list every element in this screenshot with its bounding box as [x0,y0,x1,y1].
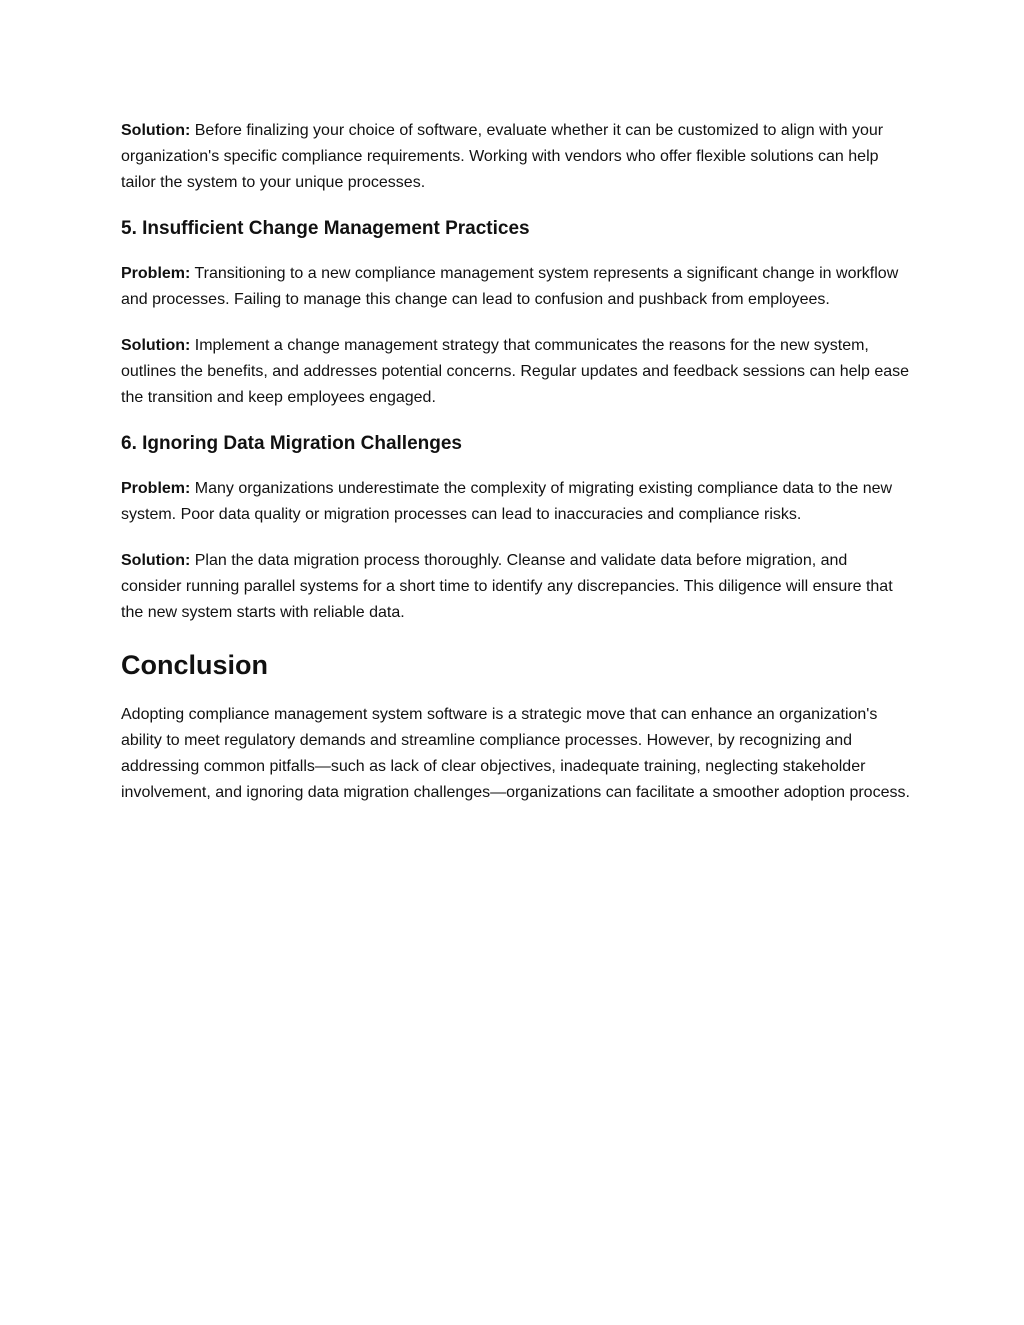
section-5-heading: 5. Insufficient Change Management Practices [121,218,530,239]
solution-text: Implement a change management strategy that communicates the reasons for the new system, outlines the benefits, and addresses potential concerns. Regular updates and feedback sessions can help ease the transition and keep employees engaged. [121,337,910,406]
solution-label: Solution: [121,552,191,569]
section-5-solution-paragraph [121,333,911,411]
section-6-solution-paragraph [121,548,911,626]
conclusion-heading: Conclusion [121,650,268,680]
solution-label: Solution: [121,122,191,139]
document-page [121,118,911,826]
solution-text: Plan the data migration process thoroughly. Cleanse and validate data before migration, and consider running parallel systems for a short time to identify any discrepancies. This diligence will ensure that the new system starts with reliable data. [121,552,893,621]
section-5-problem-paragraph [121,261,911,313]
problem-text: Many organizations underestimate the complexity of migrating existing compliance data to the new system. Poor data quality or migration processes can lead to inaccuracies and compliance risks. [121,480,893,523]
section-6-heading: 6. Ignoring Data Migration Challenges [121,433,462,454]
problem-label: Problem: [121,480,191,497]
solution-label: Solution: [121,337,191,354]
problem-text: Transitioning to a new compliance management system represents a significant change in workflow and processes. Failing to manage this change can lead to confusion and pushback from employees. [121,265,899,308]
conclusion-paragraph: Adopting compliance management system software is a strategic move that can enhance an organization's ability to meet regulatory demands and streamline compliance processes. However, by recognizing and addressing common pitfalls—such as lack of clear objectives, inadequate training, neglecting stakeholder involvement, and ignoring data migration challenges—organizations can facilitate a smoother adoption process. [121,706,910,801]
problem-label: Problem: [121,265,191,282]
section-6-problem-paragraph [121,476,911,528]
intro-solution-paragraph [121,118,911,196]
solution-text: Before finalizing your choice of software, evaluate whether it can be customized to align with your organization's specific compliance requirements. Working with vendors who offer flexible solutions can help tailor the system to your unique processes. [121,122,884,191]
